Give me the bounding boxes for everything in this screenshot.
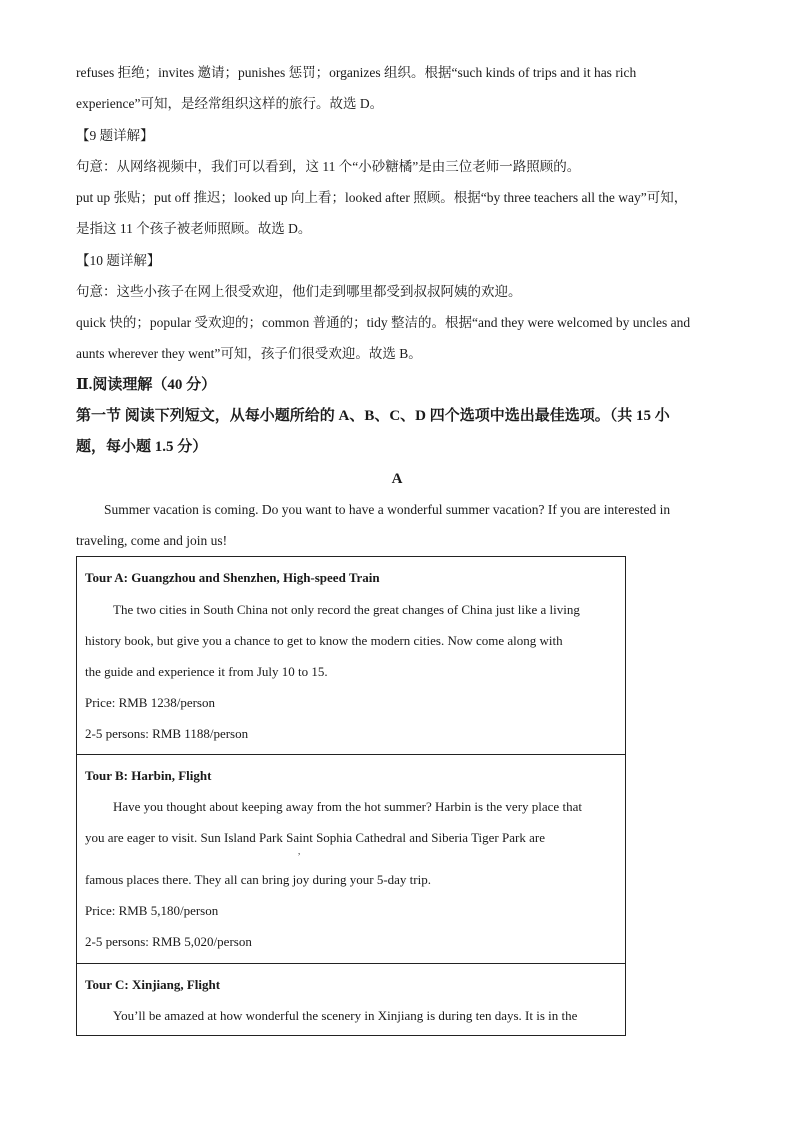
tour-c-cell	[77, 964, 625, 1036]
q10-conclusion: aunts wherever they went”可知，孩子们很受欢迎。故选 B。	[76, 346, 422, 361]
q9-conclusion: 是指这 11 个孩子被老师照顾。故选 D。	[76, 221, 312, 236]
tour-b-line-1: Have you thought about keeping away from the hot summer? Harbin is the very place that	[113, 799, 582, 814]
tour-a-line-3: the guide and experience it from July 10 to 15.	[85, 664, 328, 679]
tour-b-group-price: 2-5 persons: RMB 5,020/person	[85, 934, 252, 949]
tour-a-cell	[77, 557, 625, 755]
answer-line-1: refuses 拒绝；invites 邀请；punishes 惩罚；organizes 组织。根据“such kinds of trips and it has rich	[76, 65, 637, 80]
q9-header: 【9 题详解】	[76, 128, 154, 143]
section-title: Ⅱ.阅读理解（40 分）	[76, 377, 217, 393]
tour-c-line-1: You’ll be amazed at how wonderful the scenery in Xinjiang is during ten days. It is in the	[113, 1008, 578, 1023]
tour-b-title: Tour B: Harbin, Flight	[85, 768, 212, 783]
tour-b-line-3: famous places there. They all can bring joy during your 5-day trip.	[85, 872, 431, 887]
q9-meaning: 句意：从网络视频中，我们可以看到，这 11 个“小砂糖橘”是由三位老师一路照顾的。	[76, 159, 581, 174]
tour-a-group-price: 2-5 persons: RMB 1188/person	[85, 726, 249, 741]
stray-mark: ,	[298, 846, 301, 856]
tour-a-price: Price: RMB 1238/person	[85, 695, 215, 710]
q10-header: 【10 题详解】	[76, 253, 161, 268]
instruction-line-2: 题，每小题 1.5 分）	[76, 439, 208, 455]
q10-meaning: 句意：这些小孩子在网上很受欢迎，他们走到哪里都受到叔叔阿姨的欢迎。	[76, 284, 522, 299]
intro-line-2: traveling, come and join us!	[76, 533, 228, 548]
intro-line-1: Summer vacation is coming. Do you want to have a wonderful summer vacation? If you are interested in	[104, 502, 671, 517]
q10-options: quick 快的；popular 受欢迎的；common 普通的；tidy 整洁的。根据“and they were welcomed by uncles and	[76, 315, 691, 330]
q9-options: put up 张贴；put off 推迟；looked up 向上看；looked after 照顾。根据“by three teachers all the way”可知，	[76, 190, 688, 205]
tour-c-title: Tour C: Xinjiang, Flight	[85, 977, 221, 992]
tour-b-price: Price: RMB 5,180/person	[85, 903, 219, 918]
tour-a-line-1: The two cities in South China not only record the great changes of China just like a living	[113, 602, 580, 617]
tour-a-line-2: history book, but give you a chance to get to know the modern cities. Now come along with	[85, 633, 563, 648]
tour-b-cell	[77, 755, 625, 964]
tour-b-line-2: you are eager to visit. Sun Island Park Saint Sophia Cathedral and Siberia Tiger Park are	[85, 830, 545, 845]
tour-a-title: Tour A: Guangzhou and Shenzhen, High-speed Train	[85, 570, 380, 585]
passage-label: A	[391, 471, 403, 487]
instruction-line-1: 第一节 阅读下列短文，从每小题所给的 A、B、C、D 四个选项中选出最佳选项。（共 15 小	[76, 408, 670, 424]
answer-line-2: experience”可知，是经常组织这样的旅行。故选 D。	[76, 96, 384, 111]
tour-table	[76, 556, 626, 1036]
